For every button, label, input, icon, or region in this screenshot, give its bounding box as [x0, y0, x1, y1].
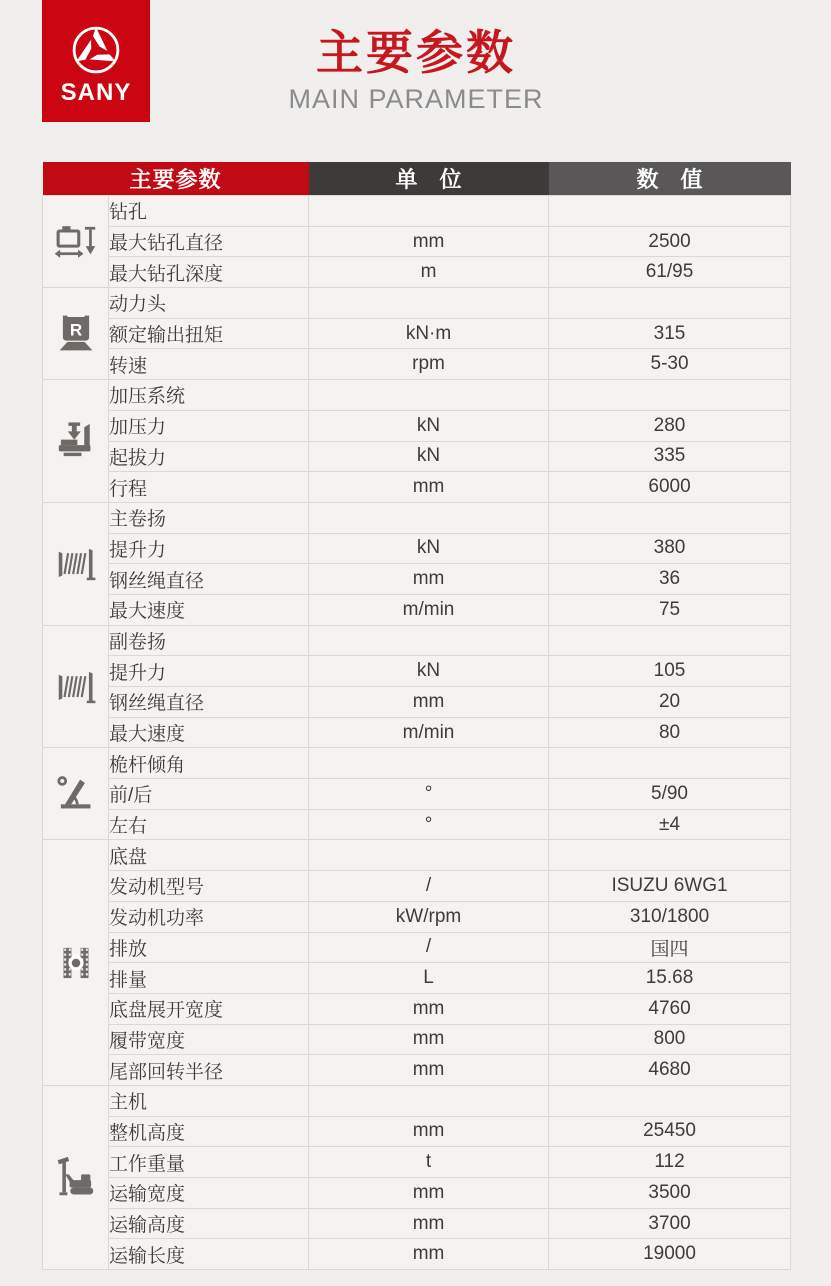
- value-header-cell: 数 值: [549, 162, 791, 196]
- section-header-row: [43, 1085, 791, 1116]
- value-cell: ISUZU 6WG1: [549, 871, 791, 902]
- value-cell: 3700: [549, 1208, 791, 1239]
- unit-cell: mm: [309, 1024, 549, 1055]
- empty-value-cell: [549, 1085, 791, 1116]
- table-row: [43, 1055, 791, 1086]
- param-label-cell: 额定输出扭矩: [109, 318, 309, 349]
- unit-cell: kN: [309, 656, 549, 687]
- section-title: 副卷扬: [109, 625, 309, 656]
- param-label-cell: 起拔力: [109, 441, 309, 472]
- param-label-cell: 最大速度: [109, 717, 309, 748]
- table-row: [43, 871, 791, 902]
- section-header-row: [43, 196, 791, 227]
- param-label-cell: 排量: [109, 963, 309, 994]
- value-cell: 315: [549, 318, 791, 349]
- unit-cell: L: [309, 963, 549, 994]
- logo-wordmark: SANY: [60, 78, 132, 106]
- table-row: [43, 932, 791, 963]
- empty-value-cell: [549, 840, 791, 871]
- power-head-icon: [43, 288, 109, 380]
- param-label-cell: 行程: [109, 472, 309, 503]
- table-row: [43, 564, 791, 595]
- param-label-cell: 尾部回转半径: [109, 1055, 309, 1086]
- value-cell: 36: [549, 564, 791, 595]
- value-cell: 105: [549, 656, 791, 687]
- drill-hole-icon: [43, 196, 109, 288]
- value-cell: 3500: [549, 1178, 791, 1209]
- param-label-cell: 钢丝绳直径: [109, 687, 309, 718]
- table-row: [43, 901, 791, 932]
- unit-cell: mm: [309, 1116, 549, 1147]
- param-label-cell: 最大钻孔深度: [109, 257, 309, 288]
- unit-cell: mm: [309, 472, 549, 503]
- unit-cell: kN: [309, 441, 549, 472]
- mast-angle-icon: [43, 748, 109, 840]
- value-cell: 61/95: [549, 257, 791, 288]
- empty-unit-cell: [309, 288, 549, 319]
- section-title: 主卷扬: [109, 502, 309, 533]
- unit-cell: °: [309, 779, 549, 810]
- table-row: [43, 1178, 791, 1209]
- table-header-row: [43, 162, 791, 196]
- chassis-icon: [43, 840, 109, 1086]
- table-row: [43, 963, 791, 994]
- page-title: 主要参数: [316, 26, 516, 79]
- table-row: [43, 687, 791, 718]
- table-row: [43, 717, 791, 748]
- param-label-cell: 发动机功率: [109, 901, 309, 932]
- section-title: 主机: [109, 1085, 309, 1116]
- unit-cell: kN: [309, 410, 549, 441]
- value-cell: 280: [549, 410, 791, 441]
- param-label-cell: 提升力: [109, 533, 309, 564]
- table-row: [43, 410, 791, 441]
- param-label-cell: 前/后: [109, 779, 309, 810]
- table-row: [43, 226, 791, 257]
- table-row: [43, 472, 791, 503]
- section-title: 底盘: [109, 840, 309, 871]
- param-label-cell: 运输宽度: [109, 1178, 309, 1209]
- table-row: [43, 318, 791, 349]
- section-header-row: [43, 380, 791, 411]
- value-cell: 2500: [549, 226, 791, 257]
- unit-cell: mm: [309, 1055, 549, 1086]
- unit-cell: rpm: [309, 349, 549, 380]
- table-row: [43, 809, 791, 840]
- table-row: [43, 1208, 791, 1239]
- param-label-cell: 最大钻孔直径: [109, 226, 309, 257]
- unit-cell: °: [309, 809, 549, 840]
- aux-winch-icon: [43, 625, 109, 748]
- unit-cell: mm: [309, 1178, 549, 1209]
- table-row: [43, 1024, 791, 1055]
- table-row: [43, 656, 791, 687]
- empty-unit-cell: [309, 625, 549, 656]
- table-row: [43, 349, 791, 380]
- empty-value-cell: [549, 380, 791, 411]
- table-body: [43, 196, 791, 1270]
- unit-cell: /: [309, 932, 549, 963]
- value-cell: 15.68: [549, 963, 791, 994]
- page-heading: [42, 24, 790, 114]
- param-label-cell: 底盘展开宽度: [109, 993, 309, 1024]
- main-machine-icon: [43, 1085, 109, 1269]
- param-label-cell: 最大速度: [109, 594, 309, 625]
- unit-cell: /: [309, 871, 549, 902]
- table-row: [43, 1116, 791, 1147]
- value-cell: 310/1800: [549, 901, 791, 932]
- table-row: [43, 594, 791, 625]
- param-label-cell: 转速: [109, 349, 309, 380]
- value-cell: 25450: [549, 1116, 791, 1147]
- value-cell: 800: [549, 1024, 791, 1055]
- unit-cell: kN·m: [309, 318, 549, 349]
- unit-cell: kW/rpm: [309, 901, 549, 932]
- svg-text:R: R: [69, 319, 82, 339]
- value-cell: 335: [549, 441, 791, 472]
- unit-cell: mm: [309, 1208, 549, 1239]
- unit-cell: mm: [309, 226, 549, 257]
- main-winch-icon: [43, 502, 109, 625]
- section-title: 动力头: [109, 288, 309, 319]
- section-title: 加压系统: [109, 380, 309, 411]
- unit-cell: t: [309, 1147, 549, 1178]
- value-cell: 5/90: [549, 779, 791, 810]
- value-cell: ±4: [549, 809, 791, 840]
- empty-unit-cell: [309, 380, 549, 411]
- param-label-cell: 履带宽度: [109, 1024, 309, 1055]
- empty-unit-cell: [309, 196, 549, 227]
- param-label-cell: 提升力: [109, 656, 309, 687]
- value-cell: 国四: [549, 932, 791, 963]
- param-label-cell: 运输高度: [109, 1208, 309, 1239]
- value-cell: 4680: [549, 1055, 791, 1086]
- param-label-cell: 发动机型号: [109, 871, 309, 902]
- value-cell: 4760: [549, 993, 791, 1024]
- unit-cell: kN: [309, 533, 549, 564]
- section-title: 桅杆倾角: [109, 748, 309, 779]
- unit-cell: mm: [309, 993, 549, 1024]
- empty-unit-cell: [309, 502, 549, 533]
- pressurization-icon: [43, 380, 109, 503]
- empty-unit-cell: [309, 1085, 549, 1116]
- table-row: [43, 533, 791, 564]
- section-header-row: [43, 288, 791, 319]
- param-header-cell: 主要参数: [43, 162, 309, 196]
- page-subtitle: MAIN PARAMETER: [288, 83, 544, 114]
- param-label-cell: 工作重量: [109, 1147, 309, 1178]
- param-label-cell: 排放: [109, 932, 309, 963]
- main-parameter-table: [42, 162, 791, 1270]
- section-header-row: [43, 502, 791, 533]
- empty-value-cell: [549, 288, 791, 319]
- param-label-cell: 整机高度: [109, 1116, 309, 1147]
- table-row: [43, 1147, 791, 1178]
- param-label-cell: 加压力: [109, 410, 309, 441]
- value-cell: 112: [549, 1147, 791, 1178]
- table-row: [43, 779, 791, 810]
- value-cell: 6000: [549, 472, 791, 503]
- section-header-row: [43, 840, 791, 871]
- table-row: [43, 993, 791, 1024]
- value-cell: 380: [549, 533, 791, 564]
- section-header-row: [43, 748, 791, 779]
- empty-value-cell: [549, 625, 791, 656]
- table-row: [43, 257, 791, 288]
- table-row: [43, 1239, 791, 1270]
- empty-unit-cell: [309, 840, 549, 871]
- param-label-cell: 左右: [109, 809, 309, 840]
- table-row: [43, 441, 791, 472]
- empty-value-cell: [549, 502, 791, 533]
- param-label-cell: 钢丝绳直径: [109, 564, 309, 595]
- empty-value-cell: [549, 748, 791, 779]
- unit-cell: mm: [309, 564, 549, 595]
- unit-cell: m/min: [309, 717, 549, 748]
- section-title: 钻孔: [109, 196, 309, 227]
- unit-cell: m: [309, 257, 549, 288]
- value-cell: 80: [549, 717, 791, 748]
- unit-cell: m/min: [309, 594, 549, 625]
- value-cell: 5-30: [549, 349, 791, 380]
- unit-header-cell: 单 位: [309, 162, 549, 196]
- value-cell: 19000: [549, 1239, 791, 1270]
- empty-unit-cell: [309, 748, 549, 779]
- empty-value-cell: [549, 196, 791, 227]
- value-cell: 75: [549, 594, 791, 625]
- unit-cell: mm: [309, 1239, 549, 1270]
- unit-cell: mm: [309, 687, 549, 718]
- section-header-row: [43, 625, 791, 656]
- param-label-cell: 运输长度: [109, 1239, 309, 1270]
- value-cell: 20: [549, 687, 791, 718]
